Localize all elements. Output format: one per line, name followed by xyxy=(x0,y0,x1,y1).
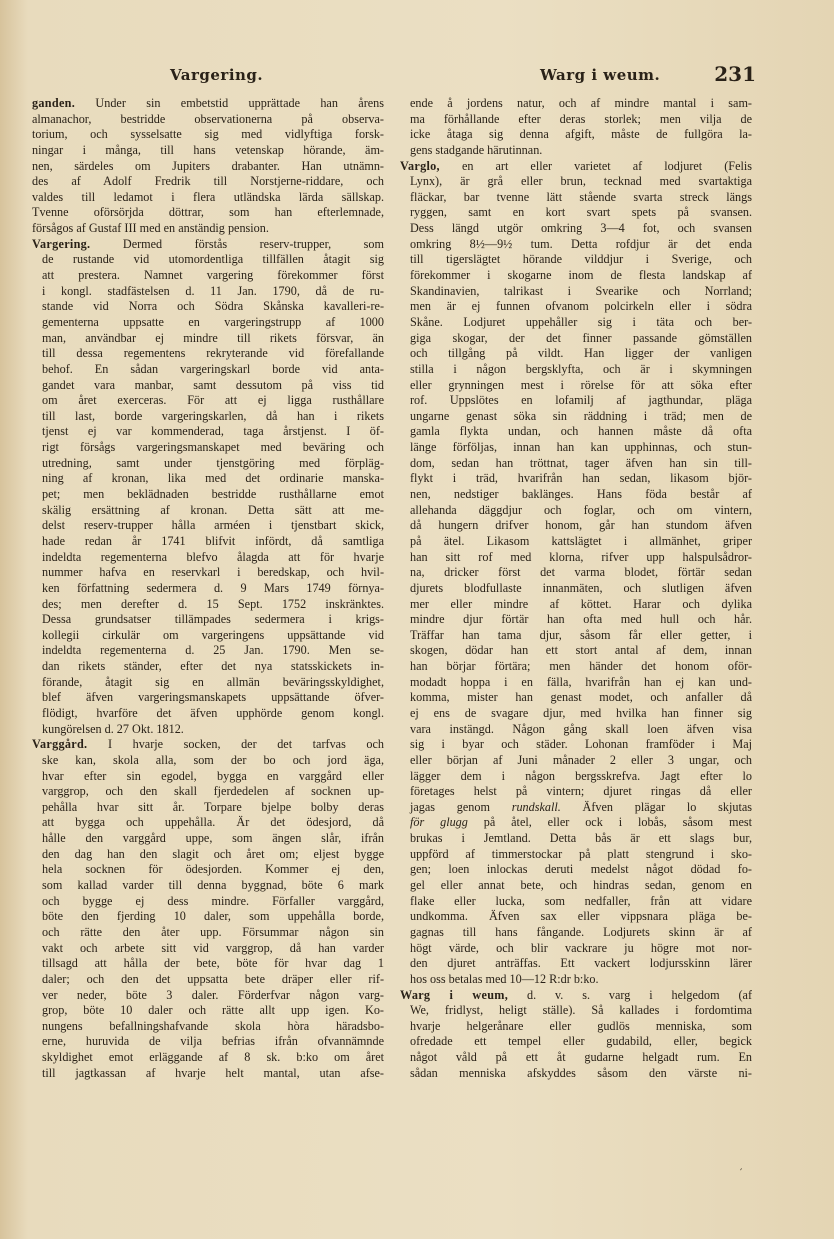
running-head-right: Warg i weum. xyxy=(540,66,661,84)
page-number: 231 xyxy=(714,62,756,86)
text-line: des af Adolf Fredrik till Norstjerne-riddare, och xyxy=(32,174,384,189)
text-line: eller grynningen mest i rörelse för att söka efter xyxy=(410,377,752,392)
text-line: allehanda däggdjur och foglar, och om vintern, xyxy=(410,502,752,517)
text-line: böte den fjerding 10 daler, som uppehålla borde, xyxy=(42,909,384,924)
text-line: Dess längd utgör omkring 3—4 fot, och svansen xyxy=(410,221,752,236)
text-line: icke åtaga sig denna afgift, måste de fullgöra la- xyxy=(410,127,752,142)
text-line: valdes till ledamot i flera utländska lärda sällskap. xyxy=(32,189,384,204)
text-line: men är ej funnen ofvanom polcirkeln eller i södra xyxy=(410,299,752,314)
text-line: erne, huruvida de vilja befrias ifrån ofvannämnde xyxy=(42,1034,384,1049)
text-line: något våld på ett åt gudarne helgadt rum. En xyxy=(410,1050,752,1065)
text-line: stande vid Norra och Södra Skånska kavalleri-re- xyxy=(42,299,384,314)
text-line: vara instängd. Någon gång skall loen äfven visa xyxy=(410,721,752,736)
text-line: flödigt, hvarföre det äfven upphörde genom kongl. xyxy=(42,705,384,720)
text-line: ryggen, samt en kort svart spets på svansen. xyxy=(410,205,752,220)
text-line: hvar efter sin egodel, bygga en varggård eller xyxy=(42,768,384,783)
text-line: delst reserv-trupper hålla arméen i tjenstbart skick, xyxy=(42,518,384,533)
text-line: skogen, dödar han ett stort antal af dem, innan xyxy=(410,643,752,658)
text-line: flake eller lucka, som nedfaller, från att vidare xyxy=(410,893,752,908)
text-line: på ätel. Likasom kattslägtet i allmänhet, griper xyxy=(410,533,752,548)
text-line: att prestera. Namnet vargering förekommer först xyxy=(42,268,384,283)
text-columns xyxy=(32,96,752,1206)
text-line: nen, särdeles om Jupiters drabanter. Han utnämn- xyxy=(32,158,384,173)
text-line: kollegii cirkulär om vargeringens uppsättande vid xyxy=(42,627,384,642)
text-line: Dessa grundsatser tillämpades sedermera i krigs- xyxy=(42,612,384,627)
text-line: Vargering. Dermed förstås reserv-trupper, som xyxy=(32,236,384,251)
text-line: ske kan, skola alla, som der bo och jord äga, xyxy=(42,752,384,767)
text-line: hvarje helgerånare eller gudlös menniska, som xyxy=(410,1018,752,1033)
text-line: ken författning sedermera d. 9 Mars 1749 förnya- xyxy=(42,580,384,595)
text-line: rigt försågs vargeringsmanskapet med beväring och xyxy=(42,440,384,455)
text-line: att bygga och uppehålla. Är det ödesjord, då xyxy=(42,815,384,830)
text-line: hos oss betalas med 10—12 R:dr b:ko. xyxy=(410,971,599,986)
text-line: undkomma. Äfven sax eller vippsnara pläga be- xyxy=(410,909,752,924)
text-line: vakt och arbete sitt vid varggrop, då han varder xyxy=(42,940,384,955)
headword: Varggård. xyxy=(32,737,88,752)
stray-mark: ′ xyxy=(740,1168,743,1179)
text-line: den djuret anträffas. Ett vackert lodjursskinn lärer xyxy=(410,956,752,971)
text-line: modadt hoppa i en fälla, hvarifrån han ej kan und- xyxy=(410,674,752,689)
italic-term: rundskall. xyxy=(511,799,561,814)
text-line: och bygge ej dess mindre. Förfaller varggård, xyxy=(42,893,384,908)
text-line: och rätte den åter upp. Försummar någon sin xyxy=(42,924,384,939)
text-line: utredning, samt under tjenstgöring med förpläg- xyxy=(42,455,384,470)
text-line: till dessa regementens rekryterande vid förefallande xyxy=(42,346,384,361)
text-line: Tvenne oförsörjda döttrar, som han efterlemnade, xyxy=(32,205,384,220)
text-line: behof. En sådan vargeringskarl borde vid anta- xyxy=(42,361,384,376)
text-line: daler; och den det uppsatta bete dräper eller rif- xyxy=(42,971,384,986)
text-line: förekommer i skogarne inom de flesta landskap af xyxy=(410,268,752,283)
text-line: han sitt rof med klorna, rifver upp halspulsådror- xyxy=(410,549,752,564)
text-line: kungörelsen d. 27 Okt. 1812. xyxy=(42,721,184,736)
text-line: Varglo, en art eller varietet af lodjuret (Felis xyxy=(400,158,752,173)
text-line: We, fridlyst, heligt ställe). Så kallades i fordomtima xyxy=(410,1003,752,1018)
text-line: nungens befallningshafvande skola hòra häradsbo- xyxy=(42,1018,384,1033)
text-line: de rustande vid utomordentliga tillfällen åtagit sig xyxy=(42,252,384,267)
text-line: i kongl. stadfästelsen d. 11 Jan. 1790, då de ru- xyxy=(42,283,384,298)
text-line: ej ens de svagare djur, med hvilka han finner sig xyxy=(410,705,752,720)
text-line: tillsagd att hålla der bete, böte för hvar dag 1 xyxy=(42,956,384,971)
text-line: ma förhållande efter deras storlek; men vilja de xyxy=(410,111,752,126)
headword: Warg i weum, xyxy=(400,987,509,1002)
text-line: brukas i Jemtland. Detta bås är ett slags bur, xyxy=(410,831,752,846)
text-line: sådan menniska afskyddes såsom den värste ni- xyxy=(410,1065,752,1080)
text-line: högt värde, och blir vackrare ju högre mot nor- xyxy=(410,940,752,955)
text-line: ganden. Under sin embetstid upprättade han årens xyxy=(32,96,384,110)
headword: Vargering. xyxy=(32,236,91,251)
text-line: sig i byar och städer. Lohonan framföder i Maj xyxy=(410,737,752,752)
text-line: som kallad varder till denna byggnad, böte 6 mark xyxy=(42,878,384,893)
text-line: ungarne genast söka sin räddning i träd; men de xyxy=(410,408,752,423)
text-line: och tillgång på vildt. Han ligger der vanligen xyxy=(410,346,752,361)
text-line: gagnas till hans fångande. Lodjurets skinn är af xyxy=(410,924,752,939)
text-line: mindre djur förtär han ofta med hull och hår. xyxy=(410,612,752,627)
text-line: omkring 8½—9½ tum. Detta rofdjur är det enda xyxy=(410,236,752,251)
text-line: rof. Uppslötes en lofamilj af jagthundar, pläga xyxy=(410,393,752,408)
text-line: ver neder, böte 3 daler. Förderfvar någon varg- xyxy=(42,987,384,1002)
text-line: blef äfven vargeringsmanskapets uppsättande öfver- xyxy=(42,690,384,705)
text-line: hade redan år 1741 blifvit infördt, då samtliga xyxy=(42,533,384,548)
text-line: pehålla hvar sitt år. Torpare bjelpe bolby deras xyxy=(42,799,384,814)
right-column xyxy=(400,96,752,1206)
text-line: skälig ersättning af kronan. Detta sätt att me- xyxy=(42,502,384,517)
italic-term: för glugg xyxy=(410,815,468,830)
text-line: na, dricker först det varma blodet, förtär sedan xyxy=(410,565,752,580)
text-line: man, användbar ej mindre till rikets försvar, än xyxy=(42,330,384,345)
text-line: Varggård. I hvarje socken, der det tarfvas och xyxy=(32,737,384,752)
text-line: gandet vara manbar, samt dessutom på viss tid xyxy=(42,377,384,392)
page-header xyxy=(30,60,756,90)
text-line: varggrop, och den skall fjerdedelen af socknen up- xyxy=(42,784,384,799)
text-line: gens stadgande härutinnan. xyxy=(410,142,543,157)
text-line: Skåne. Lodjuret uppehåller sig i täta och ber- xyxy=(410,314,752,329)
text-line: indeldta regementerna d. 25 Jan. 1790. Men se- xyxy=(42,643,384,658)
text-line: hela socknen för ödesjorden. Kommer ej den, xyxy=(42,862,384,877)
text-line: för glugg på åtel, eller ock i lobås, såsom mest xyxy=(410,815,752,830)
text-line: dom, sedan han tröttnat, tager äfven han sin till- xyxy=(410,455,752,470)
text-line: den dag han den slagit och året om; eljest bygge xyxy=(42,846,384,861)
text-line: till tigerslägtet hörande vilddjur i Sverige, och xyxy=(410,252,752,267)
text-line: gementerna uppsatte en vargeringstrupp af 1000 xyxy=(42,314,384,329)
text-line: till last, borde vargeringskarlen, då han i rikets xyxy=(42,408,384,423)
text-line: ende å jordens natur, och af mindre mantal i sam- xyxy=(410,96,752,110)
text-line: flykt i träd, hvarifrån han sedan, likasom björ- xyxy=(410,471,752,486)
text-line: fläckar, bar tvenne lätt stående svarta streck längs xyxy=(410,189,752,204)
text-line: uppförd af timmerstockar på platt stengrund i sko- xyxy=(410,846,752,861)
running-head-left: Vargering. xyxy=(170,66,264,84)
text-line: torium, och sysselsatte sig med vidlyftiga forsk- xyxy=(32,127,384,142)
text-line: lägger dem i någon bergsskrefva. Jagt efter lo xyxy=(410,768,752,783)
text-line: Skandinavien, talrikast i Svearike och Norrland; xyxy=(410,283,752,298)
text-line: eller början af Juni månader 2 eller 3 ungar, och xyxy=(410,752,752,767)
text-line: Warg i weum, d. v. s. varg i helgedom (af xyxy=(400,987,752,1002)
headword: ganden. xyxy=(32,96,76,110)
text-line: mer eller mindre af köttet. Harar och dylika xyxy=(410,596,752,611)
text-line: grop, böte 10 daler och rätte allt upp igen. Ko- xyxy=(42,1003,384,1018)
text-line: dan rikets ständer, efter det nya statsskickets in- xyxy=(42,659,384,674)
text-line: han börjar förtära; men händer det honom oför- xyxy=(410,659,752,674)
text-line: giga skogar, der det finner passande gömställen xyxy=(410,330,752,345)
text-line: om året exerceras. För att ej ligga rusthållare xyxy=(42,393,384,408)
text-line: nen, nedstiger baklänges. Hans föda består af xyxy=(410,487,752,502)
headword: Varglo, xyxy=(400,158,440,173)
text-line: gamla flykta undan, och hannen måste då ofta xyxy=(410,424,752,439)
left-column xyxy=(32,96,384,1206)
text-line: länge förföljas, innan han kan upphinnas, och stun- xyxy=(410,440,752,455)
text-line: komma, mister han genast modet, och anfaller då xyxy=(410,690,752,705)
text-line: indeldta regementerna blefvo ålagda att för hvarje xyxy=(42,549,384,564)
text-line: hålle den varggård uppe, som ängen slår, ifrån xyxy=(42,831,384,846)
text-line: nummer hafva en reservkarl i beredskap, och hvil- xyxy=(42,565,384,580)
text-line: Lynx), är grå eller brun, tecknad med svartaktiga xyxy=(410,174,752,189)
text-line: almanachor, bestridde observationerna på observa- xyxy=(32,111,384,126)
text-line: försågos af Gustaf III med en anständig pension. xyxy=(32,221,269,236)
text-line: Träffar han tama djur, såsom får eller getter, i xyxy=(410,627,752,642)
text-line: ning af kronan, lika med det ordinarie manska- xyxy=(42,471,384,486)
text-line: gel eller annat bete, och hindras sedan, genom en xyxy=(410,878,752,893)
text-line: des; men derefter d. 15 Sept. 1752 inskränktes. xyxy=(42,596,384,611)
text-line: stilla i någon bergsklyfta, och är i skymningen xyxy=(410,361,752,376)
text-line: tjenst ej var kommenderad, taga årstjenst. I öf- xyxy=(42,424,384,439)
text-line: ningar i många, till hans vetenskap hörande, äm- xyxy=(32,142,384,157)
text-line: förande, åtagit sig en allmän beväringsskyldighet, xyxy=(42,674,384,689)
text-line: då hungern drifver honom, går han stundom äfven xyxy=(410,518,752,533)
text-line: djurets blodfullaste innanmäten, och slutligen äfven xyxy=(410,580,752,595)
text-line: företages helst på vintern; djuret ringas då eller xyxy=(410,784,752,799)
text-line: pet; men beklädnaden bestridde rusthållarne emot xyxy=(42,487,384,502)
text-line: till jagtkassan af hvarje helt mantal, utan afse- xyxy=(42,1065,384,1080)
text-line: skyldighet emot erläggande af 8 sk. b:ko om året xyxy=(42,1050,384,1065)
text-line: jagas genom rundskall. Äfven plägar lo skjutas xyxy=(410,799,752,814)
text-line: ofredade ett tempel eller gudabild, eller, begick xyxy=(410,1034,752,1049)
text-line: gen; loen inlockas deruti medelst något dödad fo- xyxy=(410,862,752,877)
